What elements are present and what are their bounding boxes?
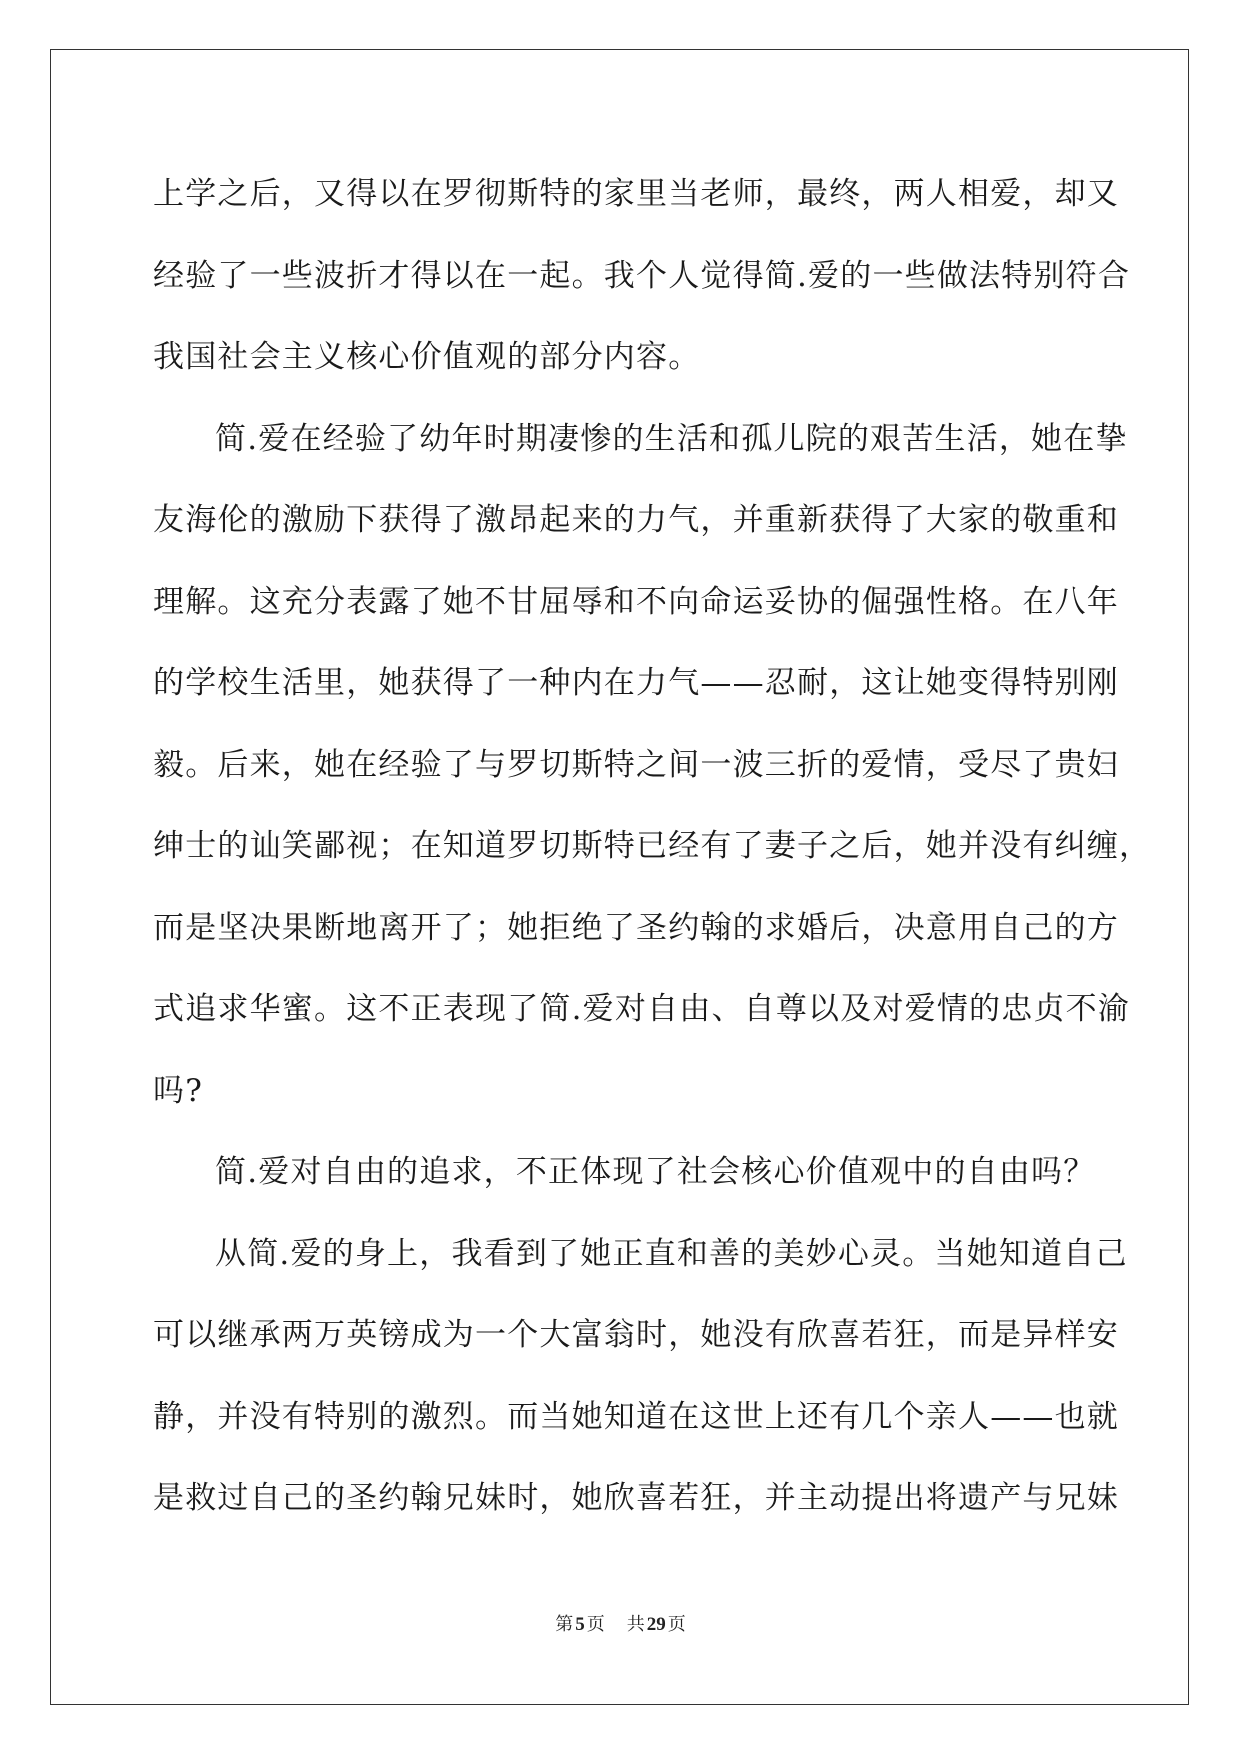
text-line: 经验了一些波折才得以在一起。我个人觉得简.爱的一些做法特别符合 — [153, 257, 1131, 294]
page-footer — [0, 1610, 1241, 1636]
text-line: 毅。后来，她在经验了与罗切斯特之间一波三折的爱情，受尽了贵妇 — [153, 746, 1119, 783]
text-line: 我国社会主义核心价值观的部分内容。 — [153, 339, 701, 375]
text-line: 静，并没有特别的激烈。而当她知道在这世上还有几个亲人——也就 — [153, 1398, 1119, 1435]
text-line: 吗? — [153, 1072, 204, 1109]
text-line: 上学之后，又得以在罗彻斯特的家里当老师，最终，两人相爱，却又 — [153, 176, 1119, 212]
text-line: 简.爱对自由的追求，不正体现了社会核心价值观中的自由吗？ — [215, 1154, 1096, 1190]
text-line: 绅士的讪笑鄙视；在知道罗切斯特已经有了妻子之后，她并没有纠缠， — [153, 828, 1152, 864]
total-pages: 29 — [646, 1614, 666, 1635]
text-line: 理解。这充分表露了她不甘屈辱和不向命运妥协的倔强性格。在八年 — [153, 583, 1119, 620]
document-body — [153, 164, 1152, 1550]
text-line: 可以继承两万英镑成为一个大富翁时，她没有欣喜若狂，而是异样安 — [153, 1317, 1119, 1353]
text-line: 友海伦的激励下获得了激昂起来的力气，并重新获得了大家的敬重和 — [153, 502, 1119, 538]
text-line: 是救过自己的圣约翰兄妹时，她欣喜若狂，并主动提出将遗产与兄妹 — [153, 1480, 1119, 1516]
text-line: 式追求华蜜。这不正表现了简.爱对自由、自尊以及对爱情的忠贞不渝 — [153, 991, 1131, 1027]
total-label-prefix: 共 — [626, 1614, 645, 1635]
text-line: 简.爱在经验了幼年时期凄惨的生活和孤儿院的艰苦生活，她在挚 — [215, 420, 1128, 457]
text-line: 从简.爱的身上，我看到了她正直和善的美妙心灵。当她知道自己 — [215, 1235, 1128, 1272]
page-label-prefix: 第 — [555, 1614, 574, 1635]
page-label-suffix: 页 — [586, 1614, 605, 1635]
page-number: 5 — [575, 1614, 585, 1635]
text-line: 的学校生活里，她获得了一种内在力气——忍耐，这让她变得特别刚 — [153, 665, 1119, 701]
total-label-suffix: 页 — [667, 1614, 686, 1635]
text-line: 而是坚决果断地离开了；她拒绝了圣约翰的求婚后，决意用自己的方 — [153, 909, 1119, 946]
